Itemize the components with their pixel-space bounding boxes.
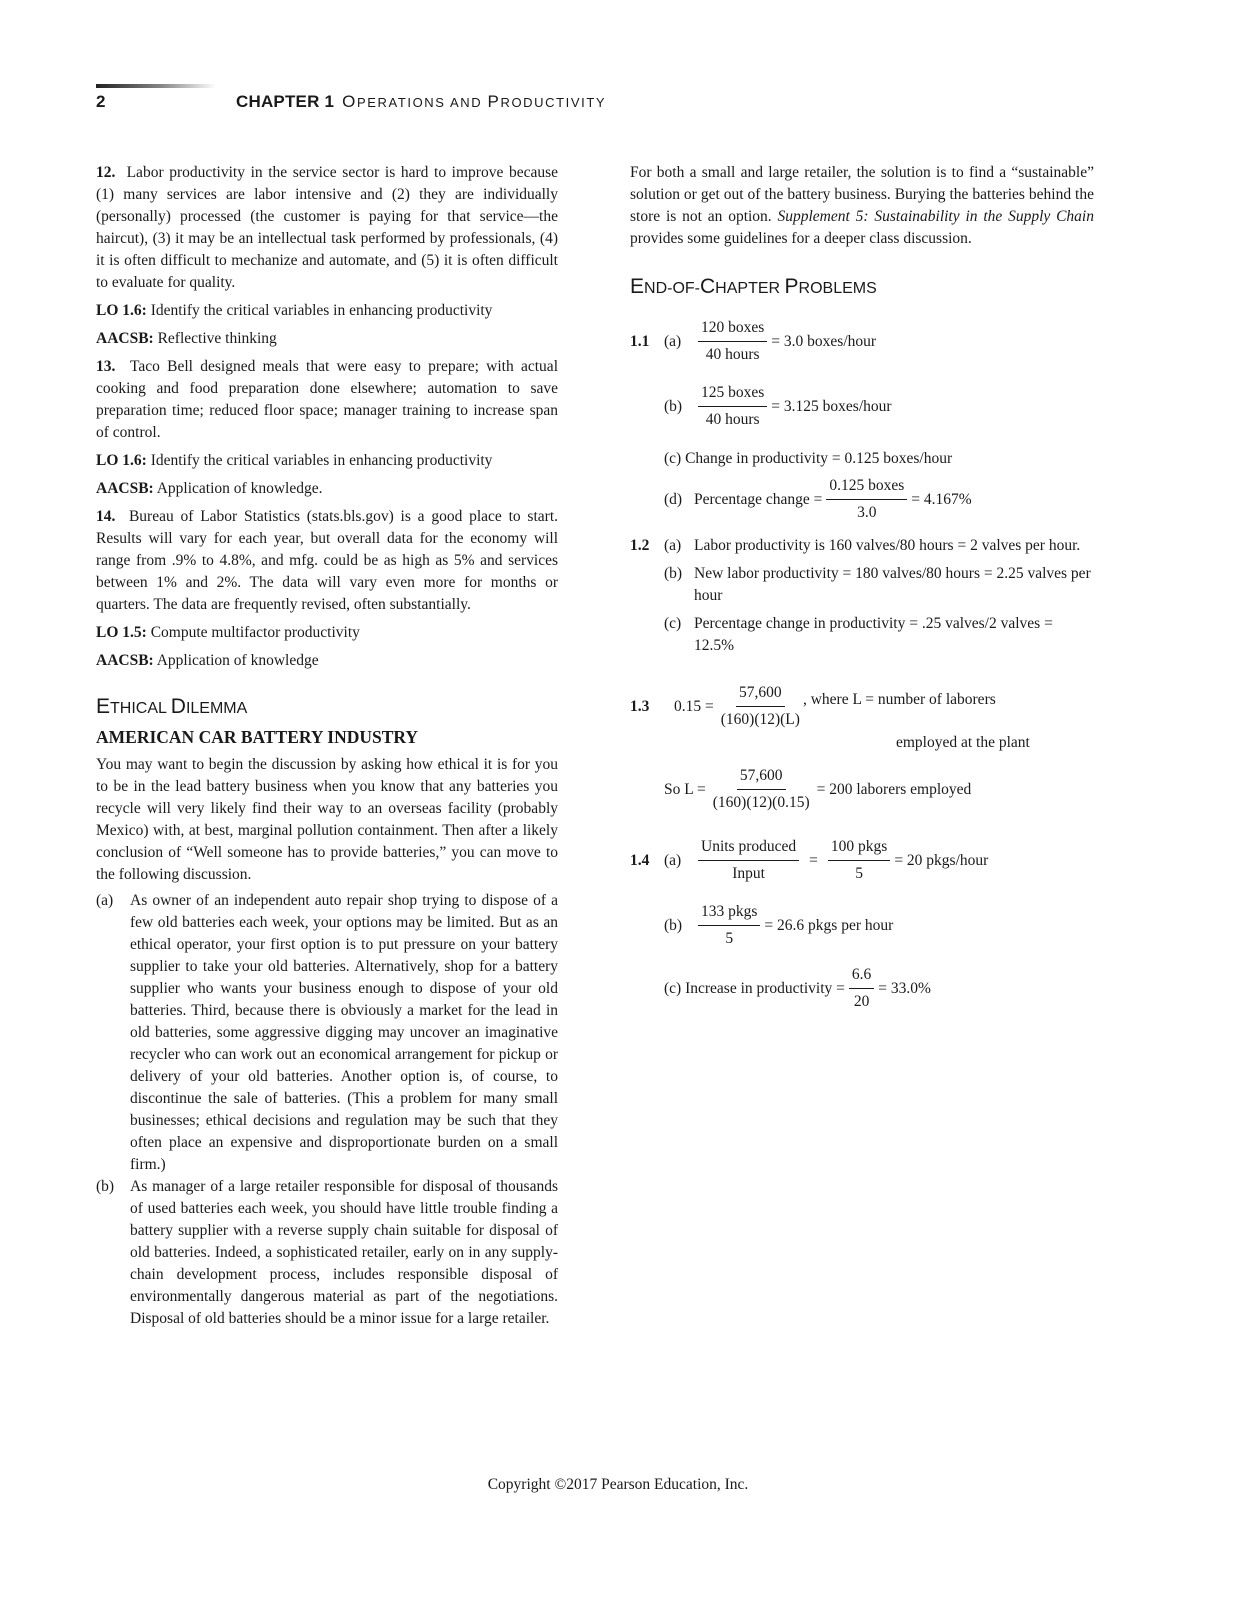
problem-1-3: 1.3 0.15 = $\frac{57,600}{(160)(12)(L)}$ , where L = number of laborers [630, 684, 996, 728]
header-rule [96, 84, 216, 88]
question-14: 14. Bureau of Labor Statistics (stats.bls.gov) is a good place to start. Results will vary for each year, but overall data for the economy will range from .9% to 4.8%, and mfg. could be as high as 5% and services between 1% and 2%. The data will vary even more for months or quarters. The data are frequently revised, often substantially. [96, 508, 558, 613]
q14-aacsb: AACSB: Application of knowledge [96, 652, 319, 669]
problem-1-3-solution: So L = $\frac{57,600}{(160)(12)(0.15)}$ = 200 laborers employed [664, 767, 972, 811]
q13-learning-objective: LO 1.6: Identify the critical variables in enhancing productivity [96, 452, 493, 469]
chapter-header [236, 92, 606, 112]
problem-1-2: 1.2 (a) Labor productivity is 160 valves/80 hours = 2 valves per hour. (b) New labor productivity = 180 valves/80 hours = 2.25 valves per hour (c) Percentage change in productivity = .25 valves/2 valves = 12.5% [630, 535, 1094, 657]
q12-learning-objective: LO 1.6: Identify the critical variables in enhancing productivity [96, 302, 493, 319]
ethical-dilemma-heading: ETHICAL DILEMMA [96, 695, 248, 718]
left-column [96, 162, 558, 1330]
end-of-chapter-heading: END-OF-CHAPTER PROBLEMS [630, 275, 877, 298]
problem-1-1c: (c) Change in productivity = 0.125 boxes/hour [664, 450, 953, 467]
q14-learning-objective: LO 1.5: Compute multifactor productivity [96, 624, 360, 641]
ethical-intro: You may want to begin the discussion by asking how ethical it is for you to be in the lead battery business when you know that any batteries you recycle will very likely find their way to an overseas facility (probably Mexico) with, at best, marginal pollution containment. Then after a likely conclusion of “Well someone has to provide batteries,” you can move to the following discussion. [96, 756, 558, 883]
chapter-label: CHAPTER 1 [236, 92, 335, 111]
problem-1-4a: 1.4 (a) $\frac{\text{Units produced}}{\text{Input}}$ = $\frac{\text{100 pkgs}}{5}$ = 20 pkgs/hour [630, 838, 989, 882]
question-12: 12. Labor productivity in the service sector is hard to improve because (1) many services are labor intensive and (2) they are individually (personally) processed (the customer is paying for that service—the haircut), (3) it may be an intellectual task performed by professionals, (4) it is often difficult to mechanize and automate, and (5) it is often difficult to evaluate for quality. [96, 164, 558, 291]
q12-aacsb: AACSB: Reflective thinking [96, 330, 277, 347]
right-column [630, 162, 1094, 1012]
problem-1-2b: (b) New labor productivity = 180 valves/80 hours = 2.25 valves per hour [664, 565, 1091, 604]
problem-1-4b: (b) $\frac{\text{133 pkgs}}{5}$ = 26.6 pkgs per hour [664, 903, 894, 947]
problem-1-4c: (c) Increase in productivity = $\frac{6.6}{20}$ = 33.0% [664, 966, 931, 1010]
ethical-item-b: (b) As manager of a large retailer responsible for disposal of thousands of used batteries each week, you should have little trouble finding a battery supplier with a reverse supply chain suitable for disposal of old batteries. Indeed, a sophisticated retailer, early on in any supply-chain development process, includes responsible disposal of environmentally dangerous material as part of the negotiations. Disposal of old batteries should be a minor issue for a large retailer. [96, 1178, 558, 1327]
page-number: 2 [96, 92, 106, 111]
ethical-item-a: (a) As owner of an independent auto repair shop trying to dispose of a few old batteries each week, your options may be limited. But as an ethical operator, your first option is to put pressure on your battery supplier to take your old batteries. Alternatively, shop for a battery supplier who wants your business enough to dispose of your old batteries. Third, because there is obviously a market for the lead in old batteries, some aggressive digging may uncover an imaginative recycler who can work out an economical arrangement for pickup or delivery of your old batteries. Another option is, of course, to discontinue the sale of batteries. (This a problem for many small businesses; ethical decisions and regulation may be such that they often place an expensive and disproportionate burden on a small firm.) [96, 892, 558, 1173]
ethical-continuation: For both a small and large retailer, the solution is to find a “sustainable” solution or get out of the battery business. Burying the batteries behind the store is not an option. Supplement 5: Sustainability in the Supply Chain provides some guidelines for a deeper class discussion. [630, 164, 1094, 247]
copyright-footer: Copyright ©2017 Pearson Education, Inc. [487, 1476, 749, 1493]
problem-1-3-continued: employed at the plant [896, 734, 1030, 751]
problem-1-2a: (a) Labor productivity is 160 valves/80 hours = 2 valves per hour. [664, 537, 1081, 554]
problem-1-2c: (c) Percentage change in productivity = .25 valves/2 valves = 12.5% [664, 615, 1053, 654]
q13-aacsb: AACSB: Application of knowledge. [96, 480, 323, 497]
problem-1-1b: (b) $\frac{\text{125 boxes}}{\text{40 hours}}$ = 3.125 boxes/hour [664, 384, 892, 428]
ethical-subtitle: AMERICAN CAR BATTERY INDUSTRY [96, 727, 419, 747]
chapter-title: OPERATIONS AND PRODUCTIVITY [342, 92, 607, 111]
problem-1-1d: (d) Percentage change = $\frac{\text{0.125 boxes}}{3.0}$ = 4.167% [664, 477, 972, 521]
problem-1-1a: 1.1 (a) $\frac{\text{120 boxes}}{\text{40 hours}}$ = 3.0 boxes/hour [630, 319, 877, 363]
question-13: 13. Taco Bell designed meals that were easy to prepare; with actual cooking and food preparation done elsewhere; automation to save preparation time; reduced floor space; manager training to increase span of control. [96, 358, 558, 441]
